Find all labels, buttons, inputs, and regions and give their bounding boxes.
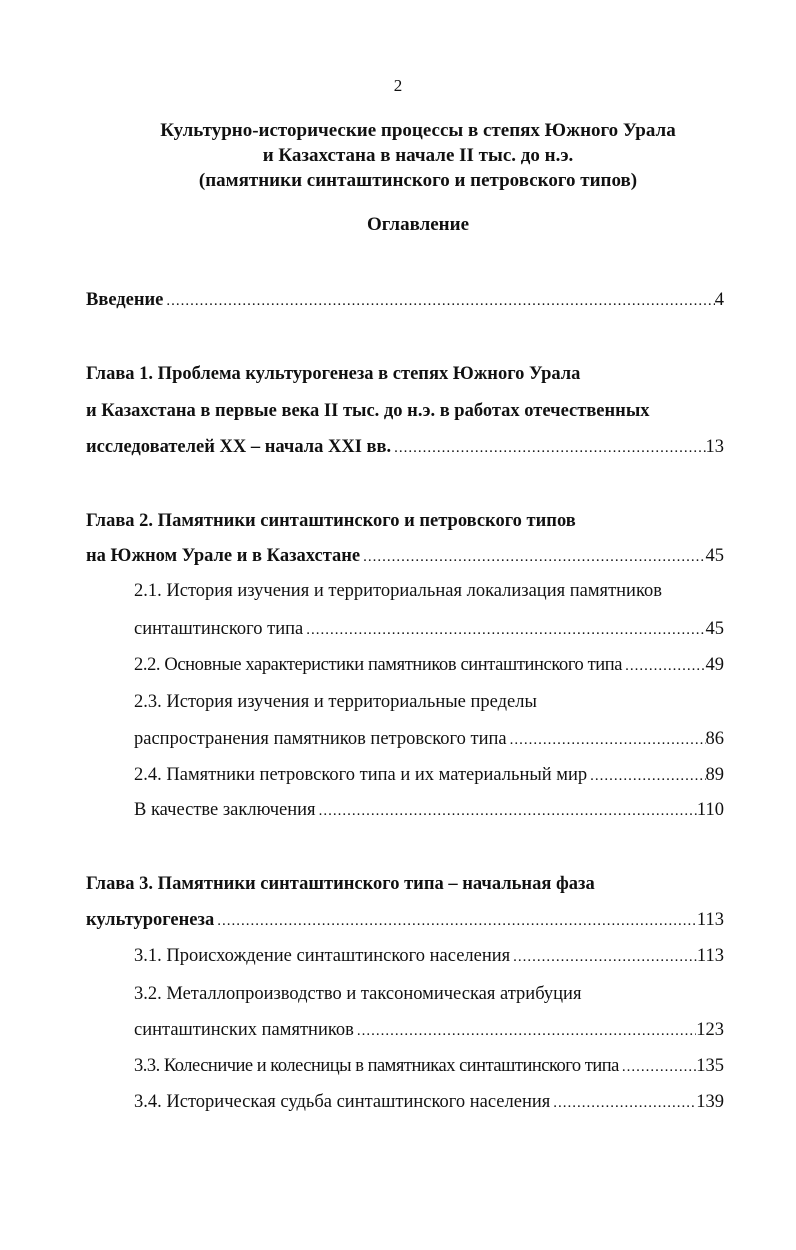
toc-page-number: 86 [705,729,724,749]
title-line-1: Культурно-исторические процессы в степях Южного Урала [160,120,676,141]
toc-section-3-4[interactable] [134,1089,724,1115]
toc-page-number: 49 [705,655,724,675]
dot-leader [619,1054,696,1080]
toc-section-3-3[interactable] [134,1053,724,1079]
dot-leader [510,944,697,970]
toc-section-2-3-line-1[interactable] [134,689,724,715]
toc-entry-label: 3.3. Колесничие и колесницы в памятниках синташтинского типа [134,1056,619,1076]
toc-entry-label: Глава 2. Памятники синташтинского и петровского типов [86,511,576,531]
contents-heading: Оглавление [366,214,470,235]
toc-chapter-1-line-3[interactable] [86,434,724,460]
toc-page-number: 45 [705,546,724,566]
toc-page-number: 89 [705,765,724,785]
dot-leader [622,653,705,679]
toc-section-2-2[interactable] [134,652,724,678]
dot-leader [163,288,714,314]
toc-entry-label: распространения памятников петровского типа [134,729,507,749]
toc-entry-label: 3.4. Историческая судьба синташтинского населения [134,1092,551,1112]
toc-entry-label: 2.4. Памятники петровского типа и их материальный мир [134,765,588,785]
toc-entry-label: Глава 1. Проблема культурогенеза в степях Южного Урала [86,364,581,384]
toc-entry-label: исследователей XX – начала XXI вв. [86,437,392,457]
toc-section-2-4[interactable] [134,762,724,788]
toc-chapter-1-line-1[interactable] [86,361,724,387]
dot-leader [587,763,705,789]
toc-entry-label: 2.2. Основные характеристики памятников синташтинского типа [134,655,623,675]
page-number: 2 [393,76,403,95]
toc-page-number: 113 [696,910,724,930]
toc-entry-label: 2.3. История изучения и территориальные пределы [134,692,537,712]
toc-section-3-2-line-2[interactable] [134,1017,724,1043]
toc-chapter-2-line-1[interactable] [86,508,724,534]
dot-leader [391,435,705,461]
toc-entry-label: синташтинских памятников [134,1020,354,1040]
document-title [0,118,796,193]
dot-leader [360,544,705,570]
toc-section-2-3-line-2[interactable] [134,726,724,752]
dot-leader [303,617,705,643]
dot-leader [316,798,697,824]
dot-leader [354,1018,696,1044]
dot-leader [507,727,706,753]
toc-entry-label: 2.1. История изучения и территориальная локализация памятников [134,581,662,601]
toc-entry-label: В качестве заключения [134,800,316,820]
toc-entry-label: Введение [86,290,164,310]
toc-page-number: 13 [705,437,724,457]
toc-chapter-2-line-2[interactable] [86,543,724,569]
toc-entry-introduction[interactable] [86,287,724,313]
toc-entry-label: Глава 3. Памятники синташтинского типа – начальная фаза [86,874,595,894]
dot-leader [550,1090,696,1116]
toc-entry-label: на Южном Урале и в Казахстане [86,546,361,566]
toc-page-number: 113 [696,946,724,966]
toc-section-2-1-line-2[interactable] [134,616,724,642]
toc-section-3-2-line-1[interactable] [134,981,724,1007]
toc-page-number: 45 [705,619,724,639]
toc-chapter-3-line-1[interactable] [86,871,724,897]
toc-entry-label: 3.2. Металлопроизводство и таксономическая атрибуция [134,984,582,1004]
toc-page-number: 4 [714,290,724,310]
toc-section-3-1[interactable] [134,943,724,969]
dot-leader [214,908,697,934]
toc-page-number: 135 [696,1056,724,1076]
toc-chapter-1-line-2[interactable] [86,398,724,424]
toc-chapter-3-line-2[interactable] [86,907,724,933]
title-line-3: (памятники синташтинского и петровского типов) [198,170,638,191]
toc-entry-label: и Казахстана в первые века II тыс. до н.э. в работах отечественных [86,401,650,421]
toc-section-2-conclusion[interactable] [134,797,724,823]
toc-section-2-1-line-1[interactable] [134,578,724,604]
toc-entry-label: 3.1. Происхождение синташтинского населения [134,946,511,966]
toc-page-number: 123 [696,1020,724,1040]
title-line-2: и Казахстана в начале II тыс. до н.э. [262,145,574,166]
toc-page-number: 110 [696,800,724,820]
toc-entry-label: синташтинского типа [134,619,304,639]
toc-page-number: 139 [696,1092,724,1112]
toc-entry-label: культурогенеза [86,910,215,930]
